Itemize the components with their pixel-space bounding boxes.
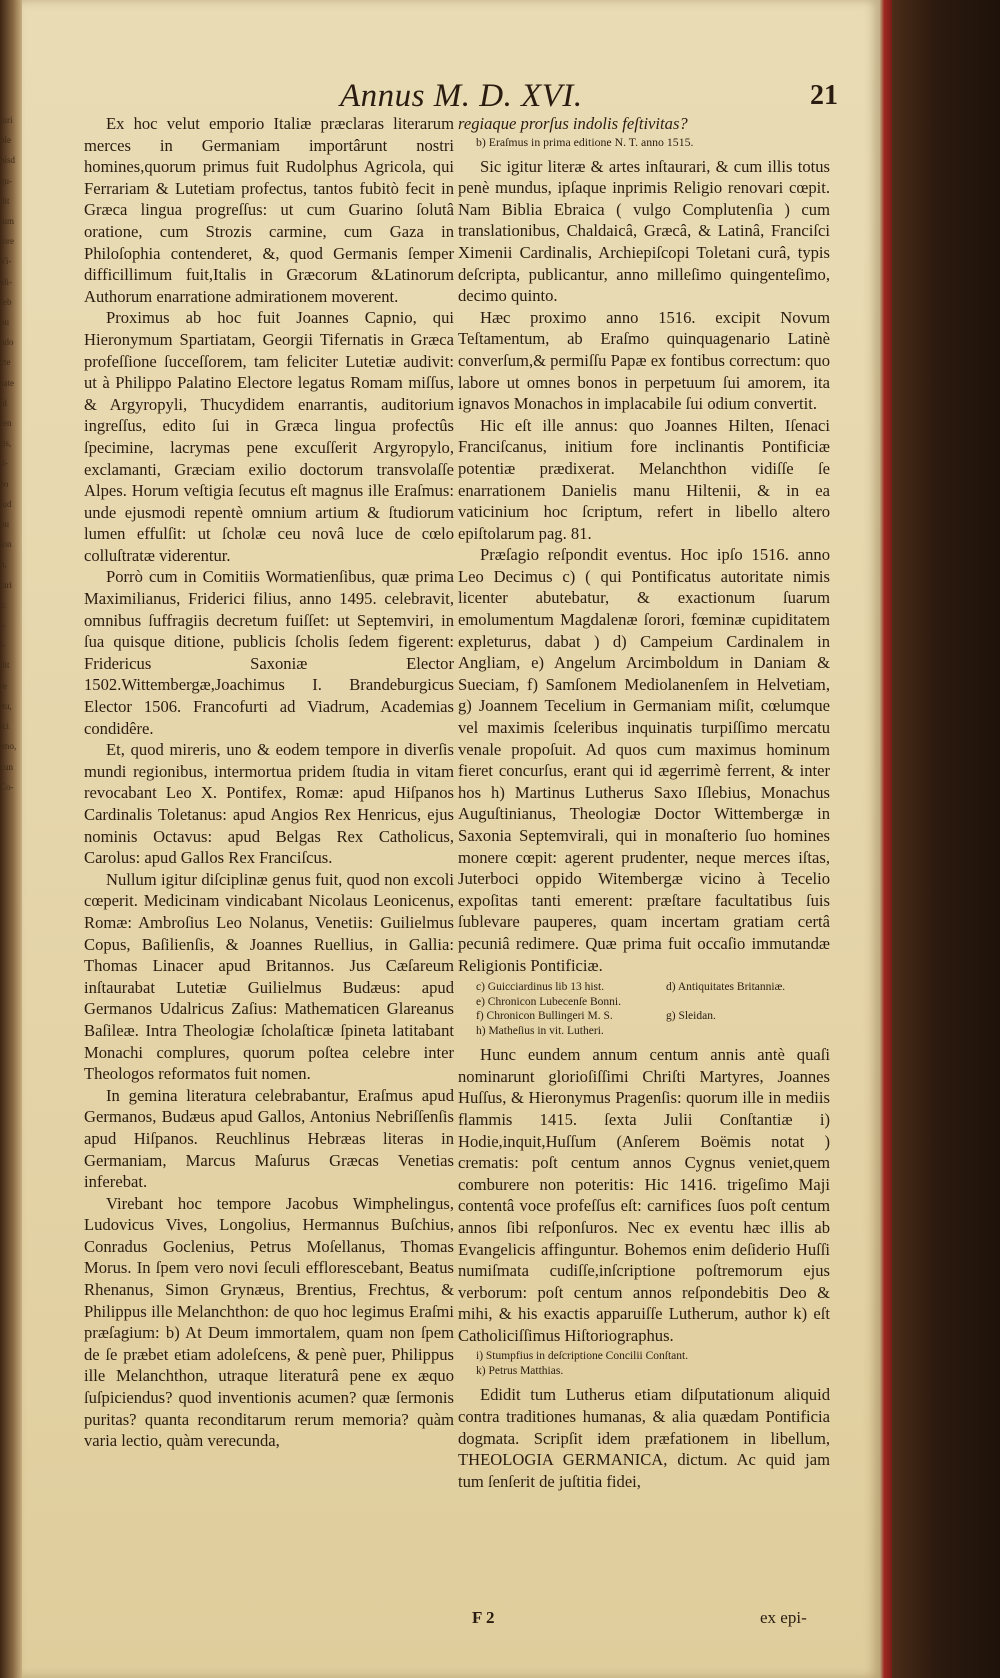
book-binding-shadow xyxy=(892,0,1000,1678)
previous-page-fragment: s: xyxy=(0,599,7,610)
right-paragraph: Præſagio reſpondit eventus. Hoc ipſo 1516. anno Leo Decimus c) ( qui Pontificatus autoritate nimis licenter abutebatur, & exactionum ſuarum emolumentum Magdalenæ ſorori, fœminæ cupiditatem expleturus, dabat ) d) Campeium Cardinalem in Angliam, e) Angelum Arcimboldum in Daniam & Sueciam, f) Samſonem Mediolanenſem in Helvetiam, g) Joannem Tecelium in Germaniam miſit, cœlumque vel maximis ſceleribus inquinatis turpiſſimo mercatu venale propoſuit. Ad quos cum maximus hominum fieret concurſus, erant qui id ægerrimè ferrent, & inter hos h) Martinus Lutherus Saxo Iſlebius, Monachus Auguſtinianus, Theologiæ Doctor Wittembergæ in Saxonia Septemvirali, qui in monaſterio ſuo homines monere cœpit: agerent prudenter, neque merces iſtas, Juterboci oppido Witembergæ vicino à Tecelio expoſitas tanti emerent: præſtare facultatibus ſuis ſublevare pauperes, quam incertam gratiam certâ pecuniâ redimere. Quæ prima fuit occaſio immutandæ Religionis Pontificiæ. xyxy=(458,545,830,975)
left-paragraph: Ex hoc velut emporio Italiæ præclaras literarum merces in Germaniam importârunt nostri homines,quorum primus fuit Rudolphus Agricola, qui Ferrariam & Lutetiam profectus, tantos fubitò fecit in Græca lingua progreſſus: ut cum Guarino ſolutâ oratione, cum Strozis carmine, cum Gaza in Philoſophia contenderet, &, quod Germanis ſemper difficillimum fuit,Italis in Græcorum &Latinorum Authorum enarratione admirationem moverent. xyxy=(84,114,454,306)
previous-page-fragment: ole xyxy=(0,135,11,146)
footnote-i: i) Stumpfius in deſcriptione Concilii Conſtant. xyxy=(476,1350,689,1363)
previous-page-fragment: l- xyxy=(0,640,6,651)
left-paragraph: Proximus ab hoc fuit Joannes Capnio, qui Hieronymum Spartiatam, Georgii Tifernatis in Græca profeſſione ſucceſſorem, tam feliciter Lutetiæ audivit: ut à Philippo Palatino Electore legatus Romam miſſus, & Argyropyli, Thucydidem enarrantis, auditorium ingreſſus, edito ſui in Græca lingua profectûs ſpecimine, lacrymas pene excuſſerit Argyropylo, exclamanti, Græciam exilio doctorum transvolaſſe Alpes. Horum veſtigia ſecutus eſt magnus ille Eraſmus: unde ejusmodi repentè omnium artium & ſtudiorum lumen effulſit: ut ſcholæ ceu novâ luce de cœlo colluſtratæ viderentur. xyxy=(84,308,454,565)
previous-page-fragment: ti- xyxy=(0,458,8,469)
right-paragraph: Edidit tum Lutherus etiam diſputationum aliquid contra traditiones humanas, & alia quædam Pontificia dogmata. Scripſit idem præfationem in libellum, THEOLOGIA GERMANICA, dictum. Ac quid jam tum ſenſerit de juſtitia fidei, xyxy=(458,1385,830,1491)
previous-page-fragment: cte xyxy=(0,357,11,368)
running-title: Annus M. D. XVI. xyxy=(340,78,583,114)
catchline xyxy=(22,1608,880,1638)
footnote-e: e) Chronicon Lubecenſe Bonni. xyxy=(476,995,621,1008)
signature-mark: F 2 xyxy=(472,1608,495,1627)
footnote-f: f) Chronicon Bullingeri M. S. xyxy=(476,1010,613,1023)
previous-page-fragment: tari xyxy=(0,579,12,590)
right-opening-line: regiaque prorſus indolis feſtivitas? xyxy=(458,114,688,133)
left-paragraph: Nullum igitur diſciplinæ genus fuit, quod non excoli cœperit. Medicinam vindicabant Nicolaus Leonicenus, Romæ: Ambroſius Leo Nolanus, Venetiis: Guilielmus Copus, Baſilienſis, & Joannes Ruellius, in Gallia: Thomas Linacer apud Britannos. Jus Cæſareum inſtaurabat Lutetiæ Guilielmus Budæus: apud Germanos Udalricus Zaſius: Mathematicen Glareanus Baſileæ. Intra Theologiæ ſcholaſticæ ſpineta latitabant Monachi complures, quorum poſtea celebre inter Theologos reformatos fuit nomen. xyxy=(84,869,454,1084)
previous-page-fragment: bisd xyxy=(0,155,16,166)
right-paragraph: Hæc proximo anno 1516. excipit Novum Teſtamentum, ab Eraſmo quinquagenario Latinè converſum,& permiſſu Papæ ex fontibus correctum: quo labore ut omnes bonos in perpetuum ſui amorem, ita ignavos Monachos in implacabile ſui odium convertit. xyxy=(458,307,830,414)
previous-page-text-fragments xyxy=(0,110,22,797)
previous-page-fragment: reb xyxy=(0,296,12,307)
footnote-b: b) Eraſmus in prima editione N. T. anno 1515. xyxy=(476,134,694,149)
previous-page-fragment: ndo xyxy=(0,337,14,348)
footnote-d: d) Antiquitates Britanniæ. xyxy=(666,981,786,994)
previous-page-fragment: Vi- xyxy=(0,256,12,267)
right-paragraph: Hunc eundem annum centum annis antè quaſi nominarunt glorioſiſſimi Chriſti Martyres, Joannes Huſſus, & Hieronymus Pragenſis: quorum ille in mediis flammis 1415. ſexta Julii Conſtantiæ i) Hodie,inquit,Huſſum (Anſerem Boëmis notat ) crematis: poſt centum annos Cygnus veniet,quem comburere non poteritis: Hic 1416. trigeſimo Maji contentâ voce profeſſus eſt: carnifices ſuos poſt centum annos ſibi reſponſuros. Nec ex eventu hæc illis ab Evangelicis affinguntur. Bohemos enim deſiderio Huſſi numiſmata cudiſſe,inſcriptione poſtremorum ejus verborum: poſt centum annos reſpondebitis Deo & mihi, & his exactis apparuiſſe Lutherum, author k) eſt Catholiciſſimus Hiſtoriographus. xyxy=(458,1045,830,1345)
left-paragraph: Et, quod mireris, uno & eodem tempore in diverſis mundi regionibus, intermortua pridem ſtudia in vitam revocabant Leo X. Pontifex, Romæ: apud Hiſpanos Cardinalis Toletanus: apud Angios Rex Henricus, ejus nominis Octavus: apud Belgas Rex Catholicus, Carolus: apud Gallos Rex Franciſcus. xyxy=(84,740,454,868)
previous-page-fragment: Co- xyxy=(0,781,14,792)
previous-page-fragment: dit xyxy=(0,660,10,671)
footnote-k: k) Petrus Matthias. xyxy=(476,1364,564,1377)
previous-page-fragment: dit xyxy=(0,195,10,206)
book-page xyxy=(22,0,880,1678)
right-paragraph: Sic igitur literæ & artes inſtaurari, & cum illis totus penè mundus, ipſaque inprimis Religio renovari cœpit. Nam Biblia Ebraica ( vulgo Complutenſia ) cum translationibus, Chaldaicâ, Græcâ, & Latinâ, Franciſci Ximenii Cardinalis, Archiepiſcopi Toletani curâ, typis deſcripta, publicantur, anno milleſimo quingenteſimo, decimo quinto. xyxy=(458,156,830,306)
left-paragraph: Virebant hoc tempore Jacobus Wimphelingus, Ludovicus Vives, Longolius, Hermannus Buſchius, Conradus Goclenius, Petrus Moſellanus, Thomas Morus. In ſpem vero novi ſeculi efflorescebant, Beatus Rhenanus, Simon Grynæus, Brentius, Frechtus, & Philippus ille Melanchthon: de quo hoc legimus Eraſmi præſagium: b) At Deum immortalem, quam non ſpem de ſe præbet etiam adoleſcens, & penè puer, Philippus ille Melanchthon, utraque literaturâ pene ex æquo ſuſpiciendus? quod inventionis acumen? quæ ſermonis puritas? quanta reconditarum rerum memoria? quàm varia lectio, quàm verecunda, xyxy=(84,1193,454,1451)
previous-page-fragment: re xyxy=(0,680,7,691)
previous-page-fragment: ul xyxy=(0,397,8,408)
footnotes-c-h xyxy=(476,980,830,1038)
left-column xyxy=(84,113,454,1452)
previous-page-fragment: imo, xyxy=(0,741,17,752)
previous-page-fragment: ici xyxy=(0,721,9,732)
previous-page-fragment: n, xyxy=(0,559,7,570)
previous-page-fragment: pu xyxy=(0,317,9,328)
previous-page-fragment: iud xyxy=(0,498,12,509)
right-column xyxy=(458,113,830,1492)
footnote-c: c) Guicciardinus lib 13 hist. xyxy=(476,981,605,994)
page-number: 21 xyxy=(810,80,838,111)
previous-page-fragment: lore xyxy=(0,236,14,247)
previous-page-fragment: ali- xyxy=(0,276,12,287)
previous-page-fragment: itu, xyxy=(0,700,12,711)
previous-page-fragment: sate xyxy=(0,377,14,388)
catchword: ex epi- xyxy=(760,1608,807,1627)
left-paragraph: Porrò cum in Comitiis Wormatienſibus, quæ prima Maximilianus, Friderici filius, anno 1495. celebravit, omnibus ſuffragiis decretum fuiſſet: ut Septemviri, in ſua quisque ditione, publicis ſcholis ſedem figerent: Fridericus Saxoniæ Elector 1502.Wittembergæ,Joachimus I. Brandeburgicus Elector 1506. Francofurti ad Viadrum, Academias condidêre. xyxy=(84,567,454,738)
footnote-row xyxy=(476,1009,830,1024)
footnote-row xyxy=(476,995,830,1010)
previous-page-fragment: pu xyxy=(0,519,9,530)
previous-page-fragment: t- xyxy=(0,620,6,631)
previous-page-fragment: gu- xyxy=(0,175,12,186)
right-paragraph: Hic eſt ille annus: quo Joannes Hilten, Iſenaci Franciſcanus, initium fore inclinantis Pontificiæ potentiæ prædixerat. Melanchthon vidiſſe ſe enarrationem Danielis manu Hiltenii, & in ea vaticinium hoc ſcriptum, refert in libello altero epiſtolarum pag. 81. xyxy=(458,415,830,543)
red-page-edge xyxy=(880,0,892,1678)
footnote-h: h) Matheſius in vit. Lutheri. xyxy=(476,1024,604,1037)
footnote-g: g) Sleidan. xyxy=(666,1010,716,1023)
footnote-row xyxy=(476,1024,830,1039)
left-paragraph: In gemina literatura celebrabantur, Eraſmus apud Germanos, Budæus apud Gallos, Antonius Nebriſſenſis apud Hiſpanos. Reuchlinus Hebræas literas in Germaniam, Marcus Maſurus Græcas Venetias inferebat. xyxy=(84,1085,454,1192)
previous-page-fragment: cun xyxy=(0,761,13,772)
previous-page-fragment: lon xyxy=(0,539,12,550)
previous-page-fragment: ren xyxy=(0,418,12,429)
previous-page-edge xyxy=(0,0,22,1678)
previous-page-fragment: eo xyxy=(0,478,9,489)
footnote-row xyxy=(476,980,830,995)
previous-page-fragment: ris, xyxy=(0,438,12,449)
previous-page-fragment: tum xyxy=(0,216,15,227)
footnotes-i-k xyxy=(476,1349,830,1378)
previous-page-fragment: turi xyxy=(0,115,13,125)
